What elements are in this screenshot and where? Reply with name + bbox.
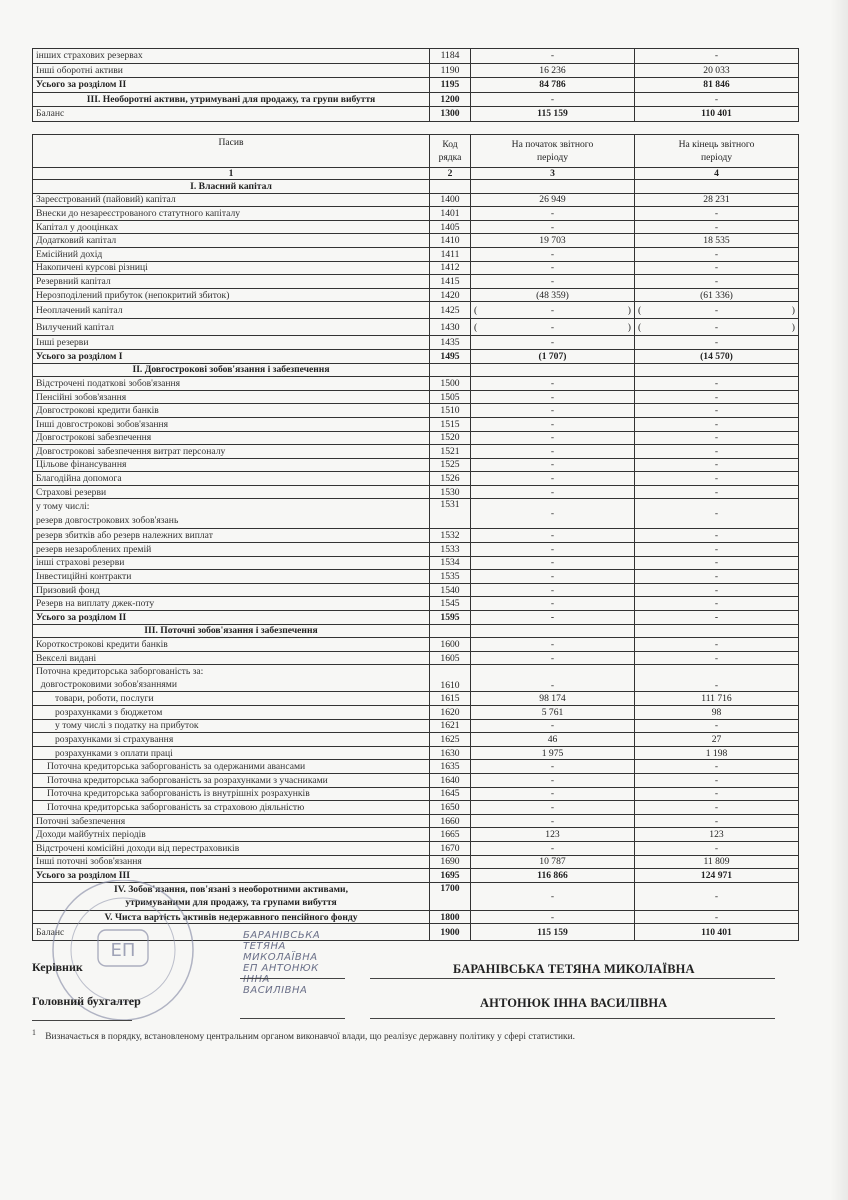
- row-start: -: [471, 665, 635, 692]
- row-code: 1401: [430, 207, 471, 221]
- row-code: 1640: [430, 773, 471, 787]
- row-name: Пенсійні зобов'язання: [33, 390, 430, 404]
- row-code: 1615: [430, 692, 471, 706]
- table-row: [33, 431, 799, 445]
- stamp-text: ЕП: [110, 940, 136, 961]
- row-end: -: [635, 261, 799, 275]
- row-code: 1665: [430, 828, 471, 842]
- row-end: 20 033: [635, 63, 799, 78]
- index-4: 4: [635, 168, 799, 180]
- total-start: -: [471, 611, 635, 625]
- header-col-code: Код рядка: [430, 135, 471, 168]
- header-col-liabilities: Пасив: [33, 135, 430, 168]
- table-header-row: [33, 135, 799, 168]
- row-start: -: [471, 801, 635, 815]
- row-name: Баланс: [33, 107, 430, 122]
- section-header-long-term: [33, 363, 799, 377]
- row-code: 1540: [430, 583, 471, 597]
- row-end: -: [635, 404, 799, 418]
- table-row: [33, 719, 799, 733]
- index-1: 1: [33, 168, 430, 180]
- row-start: ( - ): [471, 319, 635, 336]
- row-end: -: [635, 882, 799, 910]
- row-start: -: [471, 431, 635, 445]
- row-code: 1621: [430, 719, 471, 733]
- row-code: 1515: [430, 417, 471, 431]
- total-row: [33, 349, 799, 363]
- row-end: -: [635, 719, 799, 733]
- table-row: [33, 92, 799, 107]
- row-start: -: [471, 485, 635, 499]
- total-row: [33, 611, 799, 625]
- section-header-current: [33, 624, 799, 638]
- row-end: 18 535: [635, 234, 799, 248]
- row-start: -: [471, 275, 635, 289]
- row-name: Накопичені курсові різниці: [33, 261, 430, 275]
- row-name: Вилучений капітал: [33, 319, 430, 336]
- row-end: -: [635, 445, 799, 459]
- table-row: [33, 404, 799, 418]
- balance-end: 110 401: [635, 924, 799, 941]
- row-end: 111 716: [635, 692, 799, 706]
- row-end: -: [635, 336, 799, 350]
- row-name: Поточна кредиторська заборгованість із внутрішніх розрахунків: [33, 787, 430, 801]
- row-end: -: [635, 583, 799, 597]
- row-code: 1400: [430, 193, 471, 207]
- table-row: [33, 261, 799, 275]
- row-end: -: [635, 499, 799, 529]
- row-name: Відстрочені комісійні доходи від перестраховиків: [33, 841, 430, 855]
- section-iv-title: IV. Зобов'язання, пов'язані з необоротними активами, утримуваними для продажу, та групами вибуття: [33, 882, 430, 910]
- row-end: 11 809: [635, 855, 799, 869]
- row-end: -: [635, 665, 799, 692]
- row-code: 1410: [430, 234, 471, 248]
- row-start: -: [471, 760, 635, 774]
- row-start: -: [471, 336, 635, 350]
- row-code: 1500: [430, 377, 471, 391]
- row-code: 1200: [430, 92, 471, 107]
- table-row: [33, 746, 799, 760]
- row-start: -: [471, 638, 635, 652]
- table-row: [33, 417, 799, 431]
- row-end: -: [635, 247, 799, 261]
- row-name: Інші довгострокові зобов'язання: [33, 417, 430, 431]
- row-start: -: [471, 417, 635, 431]
- row-name: Інші оборотні активи: [33, 63, 430, 78]
- table-row: [33, 220, 799, 234]
- row-name: Поточні забезпечення: [33, 814, 430, 828]
- section-title: I. Власний капітал: [33, 180, 430, 194]
- director-name-line: [370, 978, 775, 979]
- table-row: [33, 472, 799, 486]
- row-start: 16 236: [471, 63, 635, 78]
- row-start: -: [471, 445, 635, 459]
- row-name: Інвестиційні контракти: [33, 570, 430, 584]
- row-code: 1190: [430, 63, 471, 78]
- row-name: у тому числі: резерв довгострокових зобов'язань: [33, 499, 430, 529]
- row-name: Нерозподілений прибуток (непокритий збиток): [33, 288, 430, 302]
- row-end: 110 401: [635, 107, 799, 122]
- table-row: [33, 193, 799, 207]
- row-start: -: [471, 529, 635, 543]
- table-row: [33, 665, 799, 692]
- row-name: розрахунками зі страхування: [33, 733, 430, 747]
- row-code: 1435: [430, 336, 471, 350]
- row-end: -: [635, 556, 799, 570]
- total-end: (14 570): [635, 349, 799, 363]
- balance-start: 115 159: [471, 924, 635, 941]
- row-name: Довгострокові забезпечення витрат персоналу: [33, 445, 430, 459]
- row-name: Поточна кредиторська заборгованість за страховою діяльністю: [33, 801, 430, 815]
- row-end: -: [635, 651, 799, 665]
- section-v-title: V. Чиста вартість активів недержавного пенсійного фонду: [33, 910, 430, 924]
- table-row: [33, 855, 799, 869]
- signature-block: [0, 930, 848, 1030]
- row-start: -: [471, 390, 635, 404]
- row-end: 28 231: [635, 193, 799, 207]
- row-end: -: [635, 597, 799, 611]
- table-row: [33, 733, 799, 747]
- row-end: -: [635, 417, 799, 431]
- table-row: [33, 760, 799, 774]
- row-name: Резерв на виплату джек-поту: [33, 597, 430, 611]
- row-end: -: [635, 760, 799, 774]
- row-start: -: [471, 261, 635, 275]
- row-code: 1600: [430, 638, 471, 652]
- table-row: [33, 706, 799, 720]
- table-row: [33, 319, 799, 336]
- table-row: [33, 458, 799, 472]
- row-start: -: [471, 556, 635, 570]
- row-name: Резервний капітал: [33, 275, 430, 289]
- row-name: Неоплачений капітал: [33, 302, 430, 319]
- table-row: [33, 529, 799, 543]
- row-end: -: [635, 910, 799, 924]
- row-code: 1605: [430, 651, 471, 665]
- accountant-label: Головний бухгалтер: [32, 994, 141, 1008]
- row-code: 1534: [430, 556, 471, 570]
- table-row: [33, 773, 799, 787]
- row-start: 26 949: [471, 193, 635, 207]
- row-code: 1630: [430, 746, 471, 760]
- row-start: -: [471, 404, 635, 418]
- liabilities-table: [32, 134, 799, 941]
- row-name: Додатковий капітал: [33, 234, 430, 248]
- row-start: -: [471, 882, 635, 910]
- table-row: [33, 275, 799, 289]
- row-end: -: [635, 207, 799, 221]
- row-start: -: [471, 910, 635, 924]
- row-end: -: [635, 570, 799, 584]
- row-start: -: [471, 472, 635, 486]
- row-code: 1533: [430, 543, 471, 557]
- row-name: розрахунками з бюджетом: [33, 706, 430, 720]
- row-start: 46: [471, 733, 635, 747]
- row-name: Призовий фонд: [33, 583, 430, 597]
- row-name: Зареєстрований (пайовий) капітал: [33, 193, 430, 207]
- row-start: -: [471, 458, 635, 472]
- row-start: 115 159: [471, 107, 635, 122]
- row-start: -: [471, 583, 635, 597]
- row-code: 1645: [430, 787, 471, 801]
- row-start: -: [471, 841, 635, 855]
- row-name: Інші резерви: [33, 336, 430, 350]
- total-name: Усього за розділом I: [33, 349, 430, 363]
- row-start: -: [471, 92, 635, 107]
- assets-tail-table: [32, 48, 799, 122]
- row-start: 1 975: [471, 746, 635, 760]
- table-row: [33, 390, 799, 404]
- row-code: 1530: [430, 485, 471, 499]
- row-start: -: [471, 651, 635, 665]
- row-end: -: [635, 220, 799, 234]
- row-code: 1545: [430, 597, 471, 611]
- row-end: -: [635, 841, 799, 855]
- row-end: ( - ): [635, 302, 799, 319]
- table-row: [33, 234, 799, 248]
- row-name: Поточна кредиторська заборгованість за: довгостроковими зобов'язаннями: [33, 665, 430, 692]
- row-code: 1412: [430, 261, 471, 275]
- row-name: Довгострокові забезпечення: [33, 431, 430, 445]
- row-name: у тому числі з податку на прибуток: [33, 719, 430, 733]
- row-code: 1620: [430, 706, 471, 720]
- accountant-name-line: [370, 1018, 775, 1019]
- table-row: [33, 651, 799, 665]
- row-code: 1505: [430, 390, 471, 404]
- section-title: II. Довгострокові зобов'язання і забезпечення: [33, 363, 430, 377]
- row-end: -: [635, 814, 799, 828]
- row-code: 1660: [430, 814, 471, 828]
- row-name: Поточна кредиторська заборгованість за розрахунками з учасниками: [33, 773, 430, 787]
- row-start: -: [471, 814, 635, 828]
- row-start: -: [471, 207, 635, 221]
- table-row: [33, 499, 799, 529]
- row-end: -: [635, 377, 799, 391]
- footnote-text: Визначається в порядку, встановленому центральним органом виконавчої влади, що реалізує державну політику у сфері статистики.: [45, 1032, 575, 1043]
- row-code: 1800: [430, 910, 471, 924]
- table-row: [33, 692, 799, 706]
- row-end: 123: [635, 828, 799, 842]
- row-end: (61 336): [635, 288, 799, 302]
- row-end: -: [635, 390, 799, 404]
- row-code: 1430: [430, 319, 471, 336]
- table-row: [33, 570, 799, 584]
- total-end: -: [635, 611, 799, 625]
- row-end: ( - ): [635, 319, 799, 336]
- row-start: -: [471, 49, 635, 64]
- row-code: 1690: [430, 855, 471, 869]
- table-row: [33, 485, 799, 499]
- table-row: [33, 597, 799, 611]
- row-start: 5 761: [471, 706, 635, 720]
- row-name: Векселі видані: [33, 651, 430, 665]
- row-start: ( - ): [471, 302, 635, 319]
- row-name: Капітал у дооцінках: [33, 220, 430, 234]
- row-name: Довгострокові кредити банків: [33, 404, 430, 418]
- header-col-start: На початок звітного періоду: [471, 135, 635, 168]
- footnote-divider: [32, 1020, 132, 1021]
- row-code: 1415: [430, 275, 471, 289]
- row-start: 84 786: [471, 78, 635, 93]
- table-row: [33, 543, 799, 557]
- table-row: [33, 638, 799, 652]
- section-title: III. Поточні зобов'язання і забезпечення: [33, 624, 430, 638]
- footnote: [32, 1028, 575, 1042]
- row-start: -: [471, 787, 635, 801]
- footnote-mark: 1: [32, 1028, 36, 1037]
- row-name: розрахунками з оплати праці: [33, 746, 430, 760]
- row-name: резерв збитків або резерв належних виплат: [33, 529, 430, 543]
- table-row: [33, 247, 799, 261]
- row-code: 1525: [430, 458, 471, 472]
- total-end: 124 971: [635, 869, 799, 883]
- column-index-row: [33, 168, 799, 180]
- row-end: 98: [635, 706, 799, 720]
- row-code: 1425: [430, 302, 471, 319]
- row-name: Інші поточні зобов'язання: [33, 855, 430, 869]
- row-start: -: [471, 543, 635, 557]
- table-row: [33, 556, 799, 570]
- row-end: -: [635, 543, 799, 557]
- row-name: Короткострокові кредити банків: [33, 638, 430, 652]
- row-code: 1195: [430, 78, 471, 93]
- row-start: -: [471, 597, 635, 611]
- row-end: 1 198: [635, 746, 799, 760]
- row-start: -: [471, 247, 635, 261]
- row-start: 98 174: [471, 692, 635, 706]
- total-name: Усього за розділом II: [33, 611, 430, 625]
- row-start: 10 787: [471, 855, 635, 869]
- row-start: -: [471, 377, 635, 391]
- row-start: -: [471, 220, 635, 234]
- row-name: резерв незароблених премій: [33, 543, 430, 557]
- total-code: 1695: [430, 869, 471, 883]
- table-row: [33, 841, 799, 855]
- table-row: [33, 288, 799, 302]
- row-end: -: [635, 92, 799, 107]
- table-row: [33, 445, 799, 459]
- index-2: 2: [430, 168, 471, 180]
- table-row: [33, 78, 799, 93]
- table-row: [33, 49, 799, 64]
- row-code: 1420: [430, 288, 471, 302]
- table-row: [33, 787, 799, 801]
- total-code: 1595: [430, 611, 471, 625]
- table-row: [33, 207, 799, 221]
- row-end: -: [635, 431, 799, 445]
- row-code: 1526: [430, 472, 471, 486]
- table-row: [33, 801, 799, 815]
- row-name: інші страхові резерви: [33, 556, 430, 570]
- row-name: III. Необоротні активи, утримувані для продажу, та групи вибуття: [33, 92, 430, 107]
- balance-code: 1900: [430, 924, 471, 941]
- row-start: 19 703: [471, 234, 635, 248]
- row-end: -: [635, 49, 799, 64]
- row-start: -: [471, 499, 635, 529]
- director-name: БАРАНІВСЬКА ТЕТЯНА МИКОЛАЇВНА: [453, 962, 695, 976]
- total-start: (1 707): [471, 349, 635, 363]
- row-code: 1532: [430, 529, 471, 543]
- row-code: 1411: [430, 247, 471, 261]
- row-name: інших страхових резервах: [33, 49, 430, 64]
- row-end: 81 846: [635, 78, 799, 93]
- row-code: 1635: [430, 760, 471, 774]
- total-code: 1495: [430, 349, 471, 363]
- row-name: товари, роботи, послуги: [33, 692, 430, 706]
- table-row: [33, 302, 799, 319]
- handwritten-signature-director: БАРАНІВСЬКА ТЕТЯНА МИКОЛАЇВНА ЕП АНТОНЮК ІННА ВАСИЛІВНА: [243, 930, 321, 996]
- row-end: -: [635, 275, 799, 289]
- row-name: Доходи майбутніх періодів: [33, 828, 430, 842]
- row-name: Відстрочені податкові зобов'язання: [33, 377, 430, 391]
- row-end: -: [635, 485, 799, 499]
- row-code: 1700: [430, 882, 471, 910]
- row-start: -: [471, 773, 635, 787]
- row-start: -: [471, 719, 635, 733]
- accountant-name: АНТОНЮК ІННА ВАСИЛІВНА: [480, 996, 668, 1010]
- row-code: 1184: [430, 49, 471, 64]
- table-row: [33, 63, 799, 78]
- row-start: -: [471, 570, 635, 584]
- row-code: 1531: [430, 499, 471, 529]
- row-end: 27: [635, 733, 799, 747]
- row-end: -: [635, 458, 799, 472]
- accountant-signature-line: [240, 1018, 345, 1019]
- row-name: Поточна кредиторська заборгованість за одержаними авансами: [33, 760, 430, 774]
- row-code: 1535: [430, 570, 471, 584]
- table-row: [33, 828, 799, 842]
- director-signature-line: [240, 978, 345, 979]
- row-name: Емісійний дохід: [33, 247, 430, 261]
- row-end: -: [635, 472, 799, 486]
- table-row: [33, 583, 799, 597]
- row-name: Цільове фінансування: [33, 458, 430, 472]
- section-header-equity: [33, 180, 799, 194]
- row-end: -: [635, 638, 799, 652]
- row-code: 1510: [430, 404, 471, 418]
- row-code: 1625: [430, 733, 471, 747]
- header-col-end: На кінець звітного періоду: [635, 135, 799, 168]
- table-row: [33, 107, 799, 122]
- row-name: Усього за розділом II: [33, 78, 430, 93]
- row-name: Страхові резерви: [33, 485, 430, 499]
- index-3: 3: [471, 168, 635, 180]
- row-end: -: [635, 529, 799, 543]
- row-start: 123: [471, 828, 635, 842]
- row-name: Благодійна допомога: [33, 472, 430, 486]
- row-code: 1520: [430, 431, 471, 445]
- total-name: Усього за розділом III: [33, 869, 430, 883]
- row-end: -: [635, 787, 799, 801]
- row-end: -: [635, 773, 799, 787]
- balance-name: Баланс: [33, 924, 430, 941]
- table-row: [33, 336, 799, 350]
- row-code: 1300: [430, 107, 471, 122]
- total-start: 116 866: [471, 869, 635, 883]
- row-name: Внески до незареєстрованого статутного капіталу: [33, 207, 430, 221]
- row-start: (48 359): [471, 288, 635, 302]
- director-label: Керівник: [32, 960, 83, 974]
- row-code: 1610: [430, 665, 471, 692]
- row-code: 1521: [430, 445, 471, 459]
- row-code: 1670: [430, 841, 471, 855]
- table-row: [33, 377, 799, 391]
- row-end: -: [635, 801, 799, 815]
- table-row: [33, 814, 799, 828]
- row-code: 1405: [430, 220, 471, 234]
- row-code: 1650: [430, 801, 471, 815]
